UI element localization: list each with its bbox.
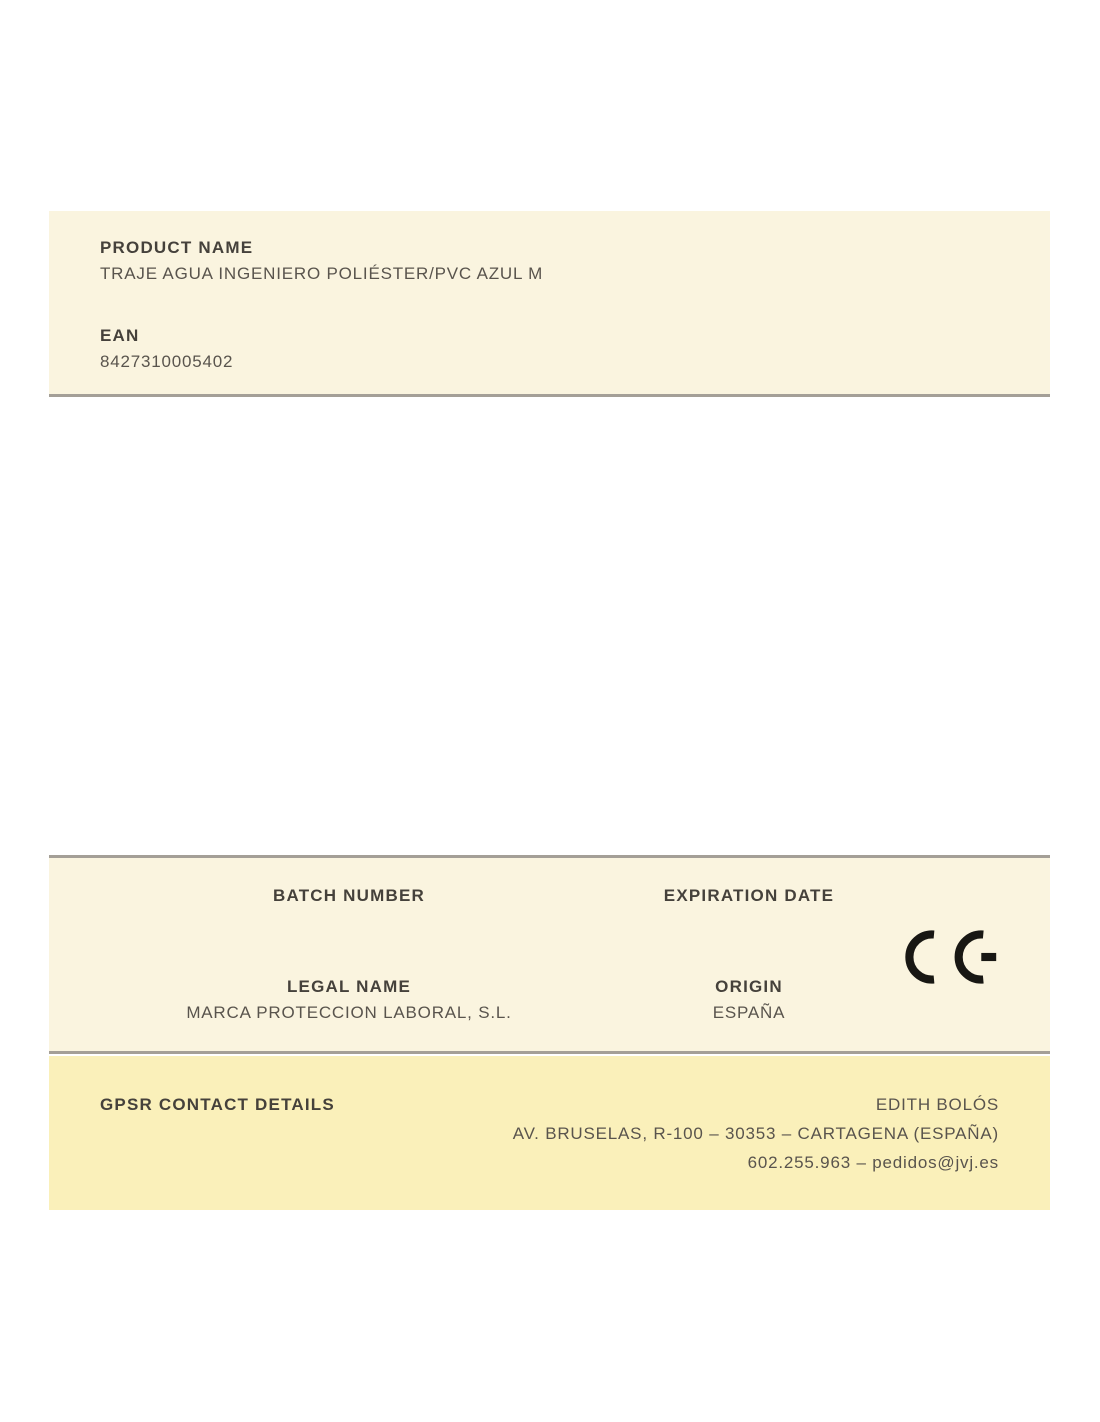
batch-expiration-row — [49, 886, 1050, 932]
ean-value: 8427310005402 — [100, 352, 234, 371]
expiration-date-value — [649, 912, 849, 932]
product-info-panel — [49, 211, 1050, 397]
legal-name-label: LEGAL NAME — [286, 977, 412, 996]
batch-number-label: BATCH NUMBER — [273, 886, 425, 905]
legal-name-value: MARCA PROTECCION LABORAL, S.L. — [186, 1003, 512, 1022]
expiration-date-field — [649, 886, 849, 932]
gpsr-contact-name: EDITH BOLÓS — [875, 1095, 999, 1114]
ean-label: EAN — [100, 326, 140, 345]
gpsr-contact-panel — [49, 1056, 1050, 1210]
product-name-value: TRAJE AGUA INGENIERO POLIÉSTER/PVC AZUL M — [100, 264, 544, 283]
gpsr-contact-phone-email: 602.255.963 – pedidos@jvj.es — [747, 1153, 999, 1172]
expiration-date-label: EXPIRATION DATE — [663, 886, 835, 905]
batch-number-field — [49, 886, 649, 932]
gpsr-contact-lines — [335, 1090, 999, 1177]
product-name-field — [100, 238, 999, 284]
origin-value: ESPAÑA — [712, 1003, 786, 1022]
gpsr-contact-address: AV. BRUSELAS, R-100 – 30353 – CARTAGENA (ESPAÑA) — [512, 1124, 999, 1143]
origin-label: ORIGIN — [715, 977, 783, 996]
ean-field — [100, 326, 999, 372]
gpsr-contact-label: GPSR CONTACT DETAILS — [100, 1095, 335, 1114]
batch-info-panel — [49, 855, 1050, 1054]
batch-number-value — [49, 912, 649, 932]
product-name-label: PRODUCT NAME — [100, 238, 254, 257]
legal-name-field — [49, 977, 649, 1023]
origin-field — [649, 977, 849, 1023]
legal-origin-row — [49, 977, 1050, 1023]
ce-mark-icon — [904, 927, 998, 987]
